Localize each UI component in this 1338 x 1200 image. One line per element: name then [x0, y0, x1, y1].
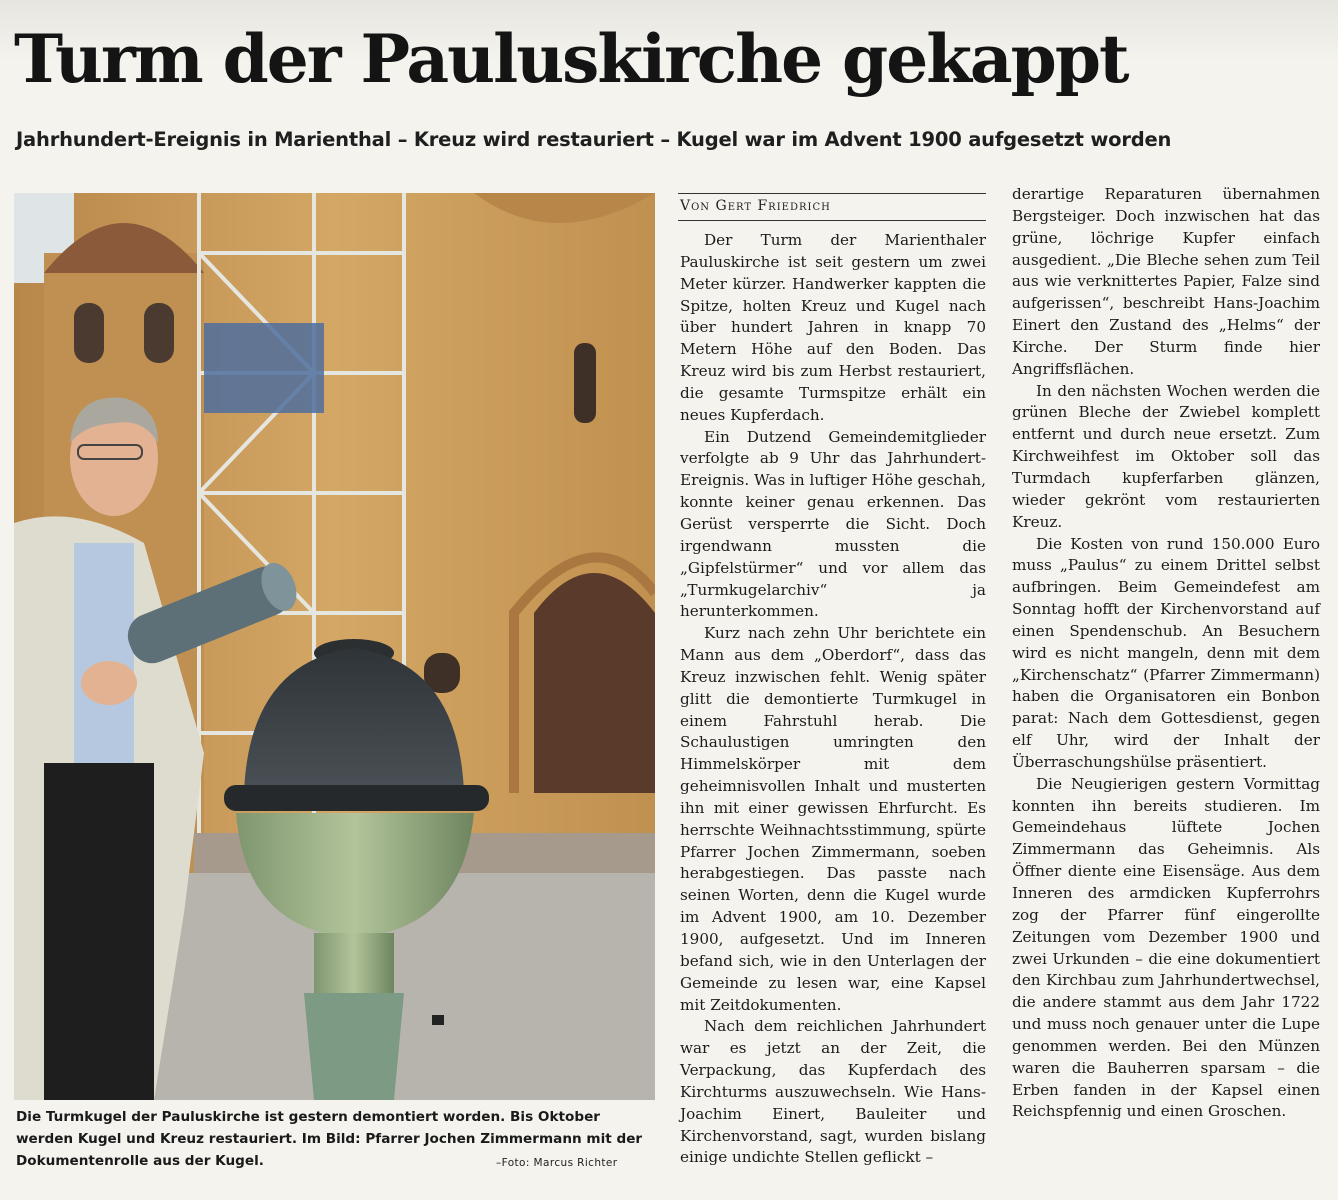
headline: Turm der Pauluskirche gekappt — [14, 20, 1128, 98]
paragraph: Die Kosten von rund 150.000 Euro muss „Paulus“ zu einem Drittel selbst aufbringen. Beim Gemeindefest am Sonntag hofft der Kirchenvorstand auf einen Spendenschub. An Besuchern wird es nicht mangeln, denn mit dem „Kirchenschatz“ (Pfarrer Zimmermann) haben die Organisatoren ein Bonbon parat: Nach dem Gottesdienst, gegen elf Uhr, wird der Inhalt der Überraschungshülse präsentiert. — [1012, 534, 1320, 771]
paragraph: Ein Dutzend Gemeindemitglieder verfolgte ab 9 Uhr das Jahrhundert-Ereignis. Was in luftiger Höhe geschah, konnte keiner genau erkennen. Das Gerüst versperrte die Sicht. Doch irgendwann mussten die „Gipfelstürmer“ und vor allem das „Turmkugelarchiv“ ja herunterkommen. — [680, 427, 986, 621]
photo-credit: –Foto: Marcus Richter — [496, 1157, 618, 1169]
paragraph: Der Turm der Marienthaler Pauluskirche ist seit gestern um zwei Meter kürzer. Handwerker kappten die Spitze, holten Kreuz und Kugel nach über hundert Jahren in knapp 70 Metern Höhe auf den Boden. Das Kreuz wird bis zum Herbst restauriert, die gesamte Turmspitze erhält ein neues Kupferdach. — [680, 231, 986, 424]
paragraph: Nach dem reichlichen Jahrhundert war es jetzt an der Zeit, die Verpackung, das Kupferdach des Kirchturms auszuwechseln. Wie Hans-Joachim Einert, Bauleiter und Kirchenvorstand, sagt, wurden bislang einige undichte Stellen geflickt – — [680, 1017, 986, 1167]
paragraph: Die Neugierigen gestern Vormittag konnten ihn bereits studieren. Im Gemeindehaus lüftete Jochen Zimmermann das Geheimnis. Als Öffner diente eine Eisensäge. Aus dem Inneren des armdicken Kupferrohrs zog der Pfarrer fünf eingerollte Zeitungen vom Dezember 1900 und zwei Urkunden – die eine dokumentiert den Kirchbau zum Jahrhundertwechsel, die andere stammt aus dem Jahr 1722 und muss noch genauer unter die Lupe genommen werden. Bei den Münzen waren die Bauherren sparsam – die Erben fanden in der Kapsel einen Reichspfennig und einen Groschen. — [1012, 774, 1320, 1121]
byline-rule-top — [678, 193, 986, 194]
photo-caption: Die Turmkugel der Pauluskirche ist gestern demontiert worden. Bis Oktober werden Kugel und Kreuz restauriert. Im Bild: Pfarrer Jochen Zimmermann mit der Dokumentenrolle aus der Kugel. — [16, 1109, 643, 1169]
paragraph: derartige Reparaturen übernahmen Bergsteiger. Doch inzwischen hat das grüne, löchrige Kupfer einfach ausgedient. „Die Bleche sehen zum Teil aus wie verknittertes Papier, Falze sind aufgerissen“, beschreibt Hans-Joachim Einert den Zustand des „Helms“ der Kirche. Der Sturm finde hier Angriffsflächen. — [1012, 185, 1320, 378]
article-photo — [14, 193, 655, 1100]
paragraph: In den nächsten Wochen werden die grünen Bleche der Zwiebel komplett entfernt und durch neue ersetzt. Zum Kirchweihfest im Oktober soll das Turmdach kupferfarben glänzen, wieder gekrönt vom restaurierten Kreuz. — [1012, 381, 1320, 531]
paragraph: Kurz nach zehn Uhr berichtete ein Mann aus dem „Oberdorf“, dass das Kreuz inzwischen fehlt. Wenig später glitt die demontierte Turmkugel in einem Fahrstuhl herab. Die Schaulustigen umringten den Himmelskörper mit dem geheimnisvollen Inhalt und musterten ihn mit einer gewissen Ehrfurcht. Es herrschte Weihnachtsstimmung, spürte Pfarrer Jochen Zimmermann, soeben herabgestiegen. Das passte nach seinen Worten, denn die Kugel wurde im Advent 1900, am 10. Dezember 1900, aufgesetzt. Und im Inneren befand sich, wie in den Unterlagen der Gemeinde zu lesen war, eine Kapsel mit Zeitdokumenten. — [680, 624, 986, 1014]
subheadline: Jahrhundert-Ereignis in Marienthal – Kreuz wird restauriert – Kugel war im Advent 1900 aufgesetzt worden — [16, 128, 1172, 151]
church-photo-illustration — [14, 193, 655, 1100]
article-column-2 — [1012, 184, 1320, 1123]
byline-rule-bottom — [678, 220, 986, 221]
article-column-1 — [680, 230, 986, 1169]
byline: Von Gert Friedrich — [680, 198, 831, 214]
